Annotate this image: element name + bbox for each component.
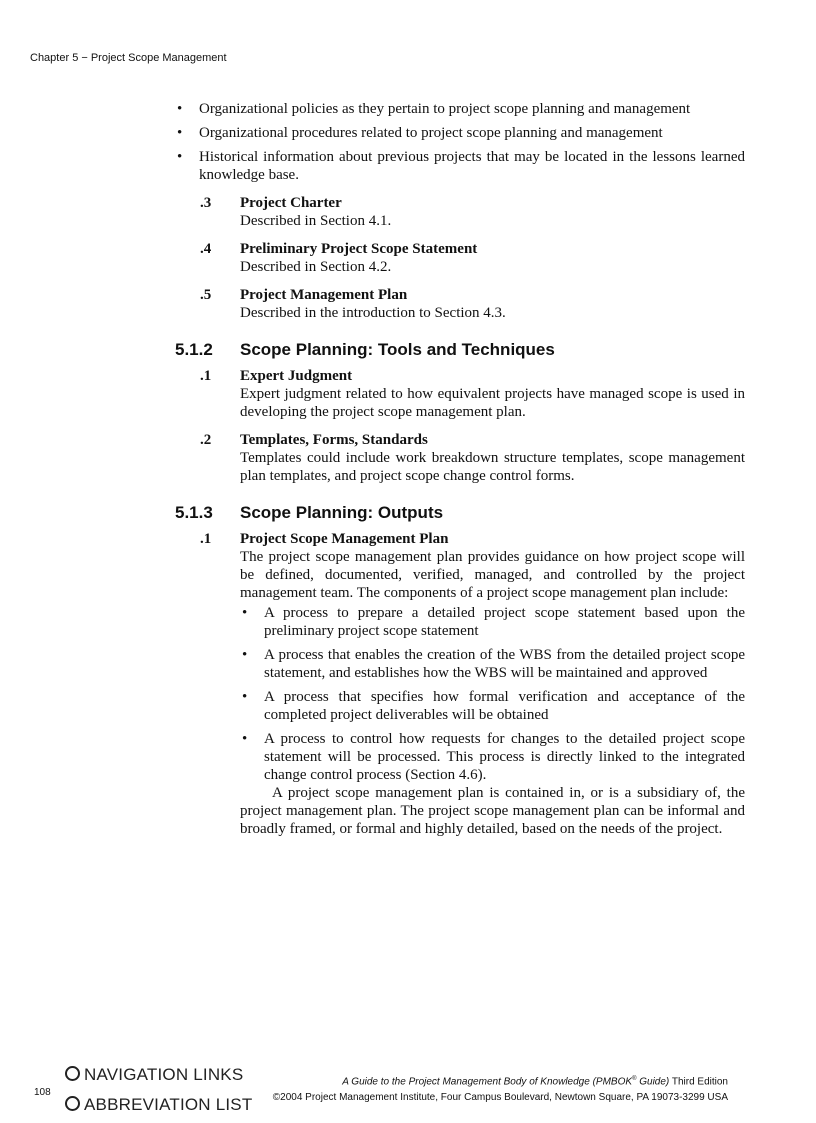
- list-item: • A process that specifies how formal verification and acceptance of the completed project deliverables will be obtained: [240, 688, 745, 724]
- footer-citation: [273, 1071, 728, 1106]
- item-number: .1: [200, 531, 212, 547]
- item-text: Expert judgment related to how equivalent projects have managed scope is used in developing the project scope management plan.: [240, 386, 745, 420]
- item-title: Project Charter: [240, 195, 342, 211]
- abbreviation-list[interactable]: [65, 1095, 252, 1115]
- page-number: 108: [34, 1087, 51, 1098]
- page-body: [175, 100, 745, 838]
- plan-components-list: [240, 604, 745, 784]
- section-heading-outputs: [175, 502, 745, 524]
- item-text: The project scope management plan provides guidance on how project scope will be defined, documented, verified, managed, and controlled by the project management team. The components of a project scope management plan include:: [240, 549, 745, 601]
- edition: Third Edition: [669, 1076, 728, 1088]
- navigation-links-label: NAVIGATION LINKS: [84, 1065, 244, 1084]
- item-number: .4: [200, 241, 212, 257]
- section-number: 5.1.2: [175, 340, 213, 359]
- output-scope-management-plan: [175, 530, 745, 838]
- section-title: Scope Planning: Outputs: [240, 503, 444, 522]
- registered-mark: ®: [632, 1076, 637, 1082]
- circle-icon: [65, 1066, 80, 1081]
- item-number: .3: [200, 195, 212, 211]
- item-text: Templates could include work breakdown structure templates, scope management plan templates, and project scope change control forms.: [240, 450, 745, 484]
- item-title: Project Scope Management Plan: [240, 531, 449, 547]
- closing-paragraph: A project scope management plan is contained in, or is a subsidiary of, the project management plan. The project scope management plan can be informal and broadly framed, or formal and highly detailed, based on the needs of the project.: [240, 785, 745, 837]
- book-title: A Guide to the Project Management Body of Knowledge (PMBOK: [342, 1076, 633, 1088]
- input-project-charter: [175, 194, 745, 230]
- list-item: • Organizational procedures related to project scope planning and management: [175, 124, 745, 142]
- item-text: Described in Section 4.2.: [240, 259, 392, 275]
- item-title: Expert Judgment: [240, 368, 353, 384]
- item-title: Preliminary Project Scope Statement: [240, 241, 478, 257]
- list-item: • Historical information about previous projects that may be located in the lessons learned knowledge base.: [175, 148, 745, 184]
- book-title-end: Guide): [636, 1076, 670, 1088]
- tool-expert-judgment: [175, 367, 745, 421]
- org-assets-list: [175, 100, 745, 184]
- list-item: • Organizational policies as they pertain to project scope planning and management: [175, 100, 745, 118]
- input-preliminary-scope-statement: [175, 240, 745, 276]
- abbreviation-list-label: ABBREVIATION LIST: [84, 1095, 253, 1114]
- item-title: Templates, Forms, Standards: [240, 432, 428, 448]
- list-item: • A process that enables the creation of the WBS from the detailed project scope statement, and establishes how the WBS will be maintained and approved: [240, 646, 745, 682]
- section-number: 5.1.3: [175, 503, 213, 522]
- running-head: Chapter 5 − Project Scope Management: [30, 52, 227, 64]
- section-heading-tools: [175, 339, 745, 361]
- tool-templates: [175, 431, 745, 485]
- item-number: .5: [200, 287, 212, 303]
- item-title: Project Management Plan: [240, 287, 408, 303]
- item-text: Described in Section 4.1.: [240, 213, 392, 229]
- item-number: .2: [200, 432, 212, 448]
- book-title-line: [273, 1071, 728, 1090]
- list-item: • A process to prepare a detailed project scope statement based upon the preliminary project scope statement: [240, 604, 745, 640]
- circle-icon: [65, 1096, 80, 1111]
- navigation-links[interactable]: [65, 1065, 243, 1085]
- item-number: .1: [200, 368, 212, 384]
- input-project-management-plan: [175, 286, 745, 322]
- copyright: ©2004 Project Management Institute, Four Campus Boulevard, Newtown Square, PA 19073-3299 USA: [272, 1092, 728, 1104]
- section-title: Scope Planning: Tools and Techniques: [240, 340, 555, 359]
- list-item: • A process to control how requests for changes to the detailed project scope statement will be processed. This process is directly linked to the integrated change control process (Section 4.6).: [240, 730, 745, 784]
- item-text: Described in the introduction to Section 4.3.: [240, 305, 506, 321]
